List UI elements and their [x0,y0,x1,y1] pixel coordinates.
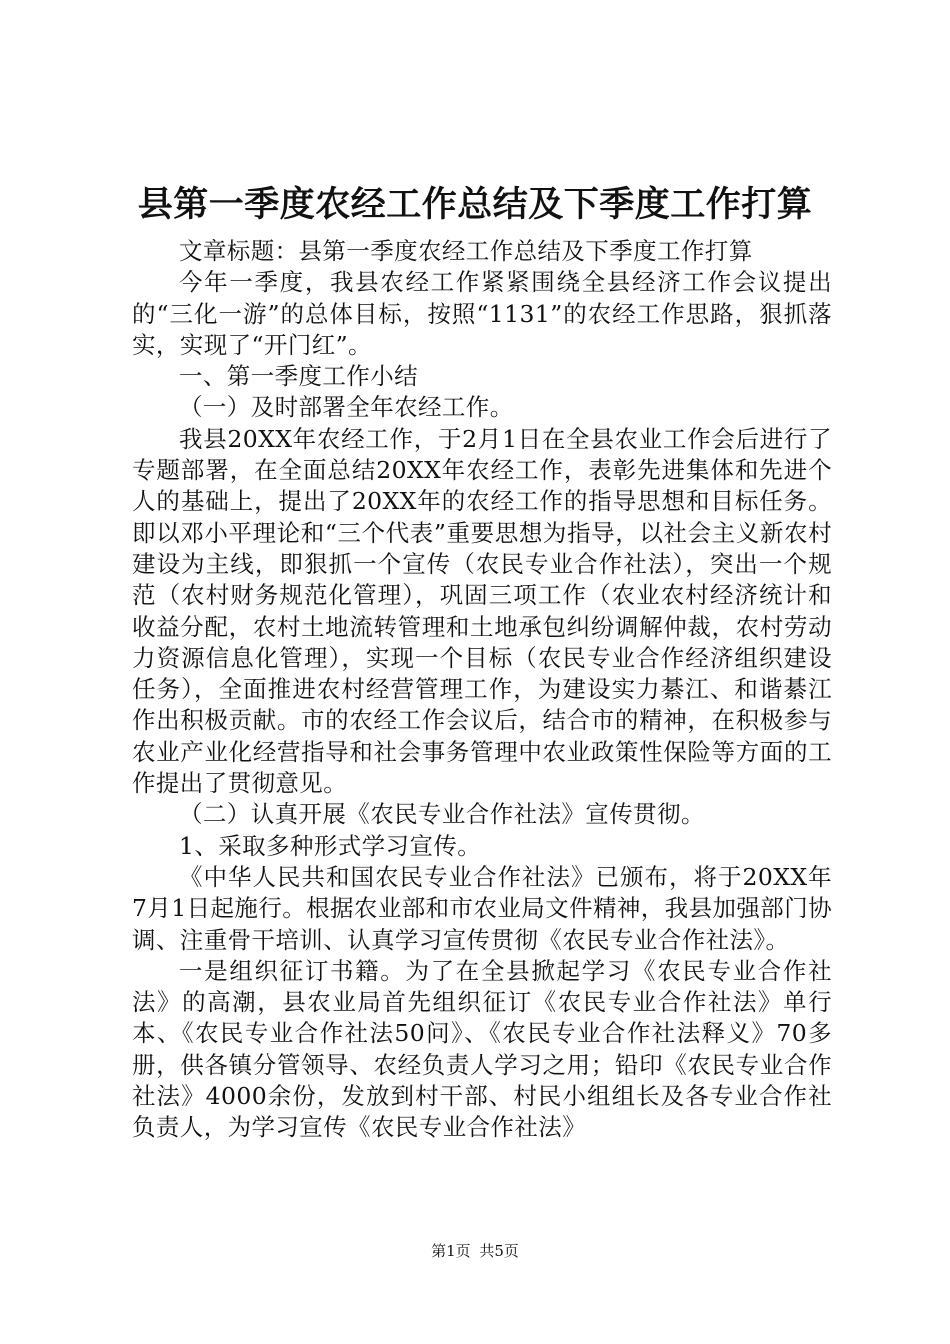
subsection-heading-1: （一）及时部署全年农经工作。 [179,393,514,422]
page-total: 共5页 [479,1242,519,1260]
subsection-heading-2: （二）认真开展《农民专业合作社法》宣传贯彻。 [179,800,705,829]
document-title: 县第一季度农经工作总结及下季度工作打算 [137,185,813,225]
item-heading-1: 1、采取多种形式学习宣传。 [179,831,482,860]
page-footer [0,1240,950,1262]
page-number: 第1页 [431,1242,471,1260]
body-paragraph: 我县20XX年农经工作，于2月1日在全县农业工作会后进行了专题部署，在全面总结20XX年农经工作，表彰先进集体和先进个人的基础上，提出了20XX年的农经工作的指导思想和目标任务。即以邓小平理论和“三个代表”重要思想为指导，以社会主义新农村建设为主线，即狠抓一个宣传（农民专业合作社法），突出一个规范（农村财务规范化管理），巩固三项工作（农业农村经济统计和收益分配，农村土地流转管理和土地承包纠纷调解仲裁，农村劳动力资源信息化管理），实现一个目标（农民专业合作经济组织建设任务），全面推进农村经营管理工作，为建设实力綦江、和谐綦江作出积极贡献。市的农经工作会议后，结合市的精神，在积极参与农业产业化经营指导和社会事务管理中农业政策性保险等方面的工作提出了贯彻意见。 [132,424,832,798]
body-paragraph: 《中华人民共和国农民专业合作社法》已颁布，将于20XX年7月1日起施行。根据农业部和市农业局文件精神，我县加强部门协调、注重骨干培训、认真学习宣传贯彻《农民专业合作社法》。 [132,862,832,954]
article-title-line: 文章标题：县第一季度农经工作总结及下季度工作打算 [179,237,753,265]
section-heading-1: 一、第一季度工作小结 [179,362,418,391]
intro-paragraph: 今年一季度，我县农经工作紧紧围绕全县经济工作会议提出的“三化一游”的总体目标，按照“1131”的农经工作思路，狠抓落实，实现了“开门红”。 [132,268,832,359]
document-body [132,236,832,1144]
body-paragraph: 一是组织征订书籍。为了在全县掀起学习《农民专业合作社法》的高潮，县农业局首先组织征订《农民专业合作社法》单行本、《农民专业合作社法50问》、《农民专业合作社法释义》70多册，供各镇分管领导、农经负责人学习之用；铅印《农民专业合作社法》4000余份，发放到村干部、村民小组组长及各专业合作社负责人，为学习宣传《农民专业合作社法》 [132,956,832,1142]
